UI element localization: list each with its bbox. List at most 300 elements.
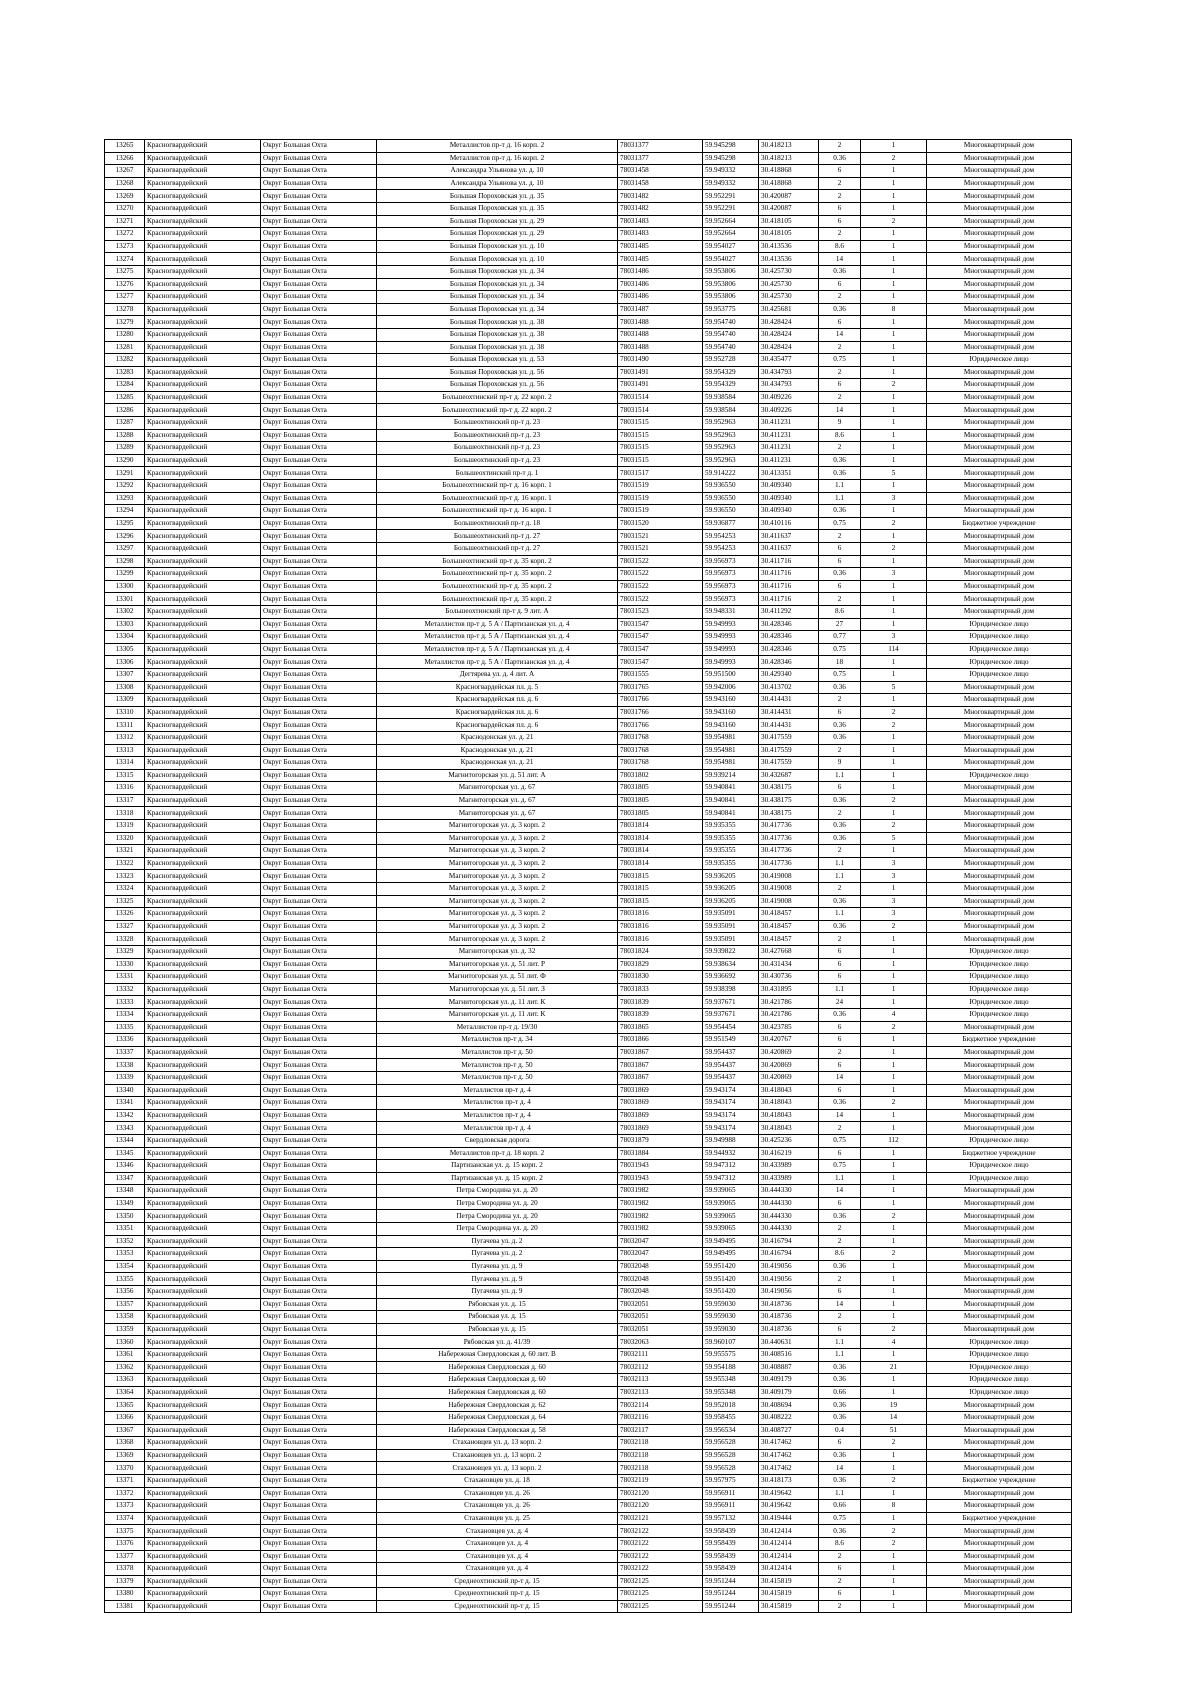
cell-longitude: 30.420767: [759, 1034, 819, 1047]
cell-address: Магнитогорская ул. д. 3 корп. 2: [377, 920, 618, 933]
cell-address: Стахановцев ул. д. 4: [377, 1563, 618, 1576]
cell-object-code: 78032063: [618, 1336, 703, 1349]
cell-owner-type: Многоквартирный дом: [927, 442, 1072, 455]
cell-longitude: 30.438175: [759, 807, 819, 820]
cell-container-count: 1: [861, 228, 927, 241]
cell-longitude: 30.416219: [759, 1147, 819, 1160]
cell-longitude: 30.417462: [759, 1449, 819, 1462]
cell-object-code: 78031523: [618, 605, 703, 618]
cell-latitude: 59.953806: [703, 278, 759, 291]
cell-municipality: Округ Большая Охта: [261, 366, 377, 379]
table-row: [105, 1537, 1072, 1550]
cell-longitude: 30.418868: [759, 177, 819, 190]
cell-municipality: Округ Большая Охта: [261, 354, 377, 367]
cell-container-count: 1: [861, 505, 927, 518]
cell-municipality: Округ Большая Охта: [261, 769, 377, 782]
cell-latitude: 59.958439: [703, 1537, 759, 1550]
cell-object-code: 78032047: [618, 1235, 703, 1248]
cell-owner-type: Многоквартирный дом: [927, 543, 1072, 556]
table-row: [105, 303, 1072, 316]
cell-municipality: Округ Большая Охта: [261, 1084, 377, 1097]
cell-municipality: Округ Большая Охта: [261, 1323, 377, 1336]
table-row: [105, 366, 1072, 379]
cell-object-code: 78032125: [618, 1575, 703, 1588]
cell-municipality: Округ Большая Охта: [261, 1424, 377, 1437]
cell-municipality: Округ Большая Охта: [261, 920, 377, 933]
cell-owner-type: Многоквартирный дом: [927, 933, 1072, 946]
cell-object-code: 78032051: [618, 1323, 703, 1336]
cell-row-id: 13273: [105, 240, 145, 253]
cell-address: Набережная Свердловская д. 60: [377, 1361, 618, 1374]
cell-address: Александра Ульянова ул. д. 10: [377, 177, 618, 190]
cell-address: Магнитогорская ул. д. 3 корп. 2: [377, 895, 618, 908]
cell-container-count: 1: [861, 316, 927, 329]
cell-container-volume: 1.1: [819, 480, 861, 493]
cell-container-volume: 0.36: [819, 454, 861, 467]
cell-district: Красногвардейский: [145, 152, 261, 165]
cell-latitude: 59.956528: [703, 1437, 759, 1450]
cell-municipality: Округ Большая Охта: [261, 391, 377, 404]
cell-district: Красногвардейский: [145, 517, 261, 530]
cell-longitude: 30.418457: [759, 920, 819, 933]
cell-longitude: 30.421786: [759, 1008, 819, 1021]
cell-longitude: 30.409226: [759, 404, 819, 417]
cell-container-count: 2: [861, 1248, 927, 1261]
cell-object-code: 78031491: [618, 379, 703, 392]
cell-container-volume: 0.66: [819, 1500, 861, 1513]
cell-longitude: 30.418736: [759, 1311, 819, 1324]
cell-district: Красногвардейский: [145, 1046, 261, 1059]
cell-container-count: 1: [861, 1550, 927, 1563]
cell-district: Красногвардейский: [145, 1147, 261, 1160]
cell-longitude: 30.418043: [759, 1122, 819, 1135]
table-row: [105, 1185, 1072, 1198]
cell-latitude: 59.952664: [703, 228, 759, 241]
cell-district: Красногвардейский: [145, 883, 261, 896]
cell-address: Стахановцев ул. д. 13 корп. 2: [377, 1462, 618, 1475]
cell-row-id: 13325: [105, 895, 145, 908]
cell-municipality: Округ Большая Охта: [261, 1260, 377, 1273]
cell-address: Партизанская ул. д. 15 корп. 2: [377, 1160, 618, 1173]
cell-address: Красногвардейская пл. д. 6: [377, 719, 618, 732]
cell-district: Красногвардейский: [145, 190, 261, 203]
cell-container-volume: 2: [819, 1273, 861, 1286]
cell-address: Пугачева ул. д. 9: [377, 1273, 618, 1286]
cell-district: Красногвардейский: [145, 668, 261, 681]
table-row: [105, 757, 1072, 770]
cell-row-id: 13319: [105, 820, 145, 833]
cell-object-code: 78031488: [618, 316, 703, 329]
cell-object-code: 78031865: [618, 1021, 703, 1034]
cell-object-code: 78031943: [618, 1160, 703, 1173]
cell-row-id: 13338: [105, 1059, 145, 1072]
cell-container-volume: 6: [819, 1323, 861, 1336]
cell-container-count: 1: [861, 530, 927, 543]
cell-latitude: 59.949993: [703, 643, 759, 656]
cell-row-id: 13381: [105, 1600, 145, 1613]
cell-municipality: Округ Большая Охта: [261, 757, 377, 770]
cell-owner-type: Многоквартирный дом: [927, 140, 1072, 153]
cell-longitude: 30.418457: [759, 933, 819, 946]
cell-owner-type: Многоквартирный дом: [927, 1273, 1072, 1286]
cell-municipality: Округ Большая Охта: [261, 946, 377, 959]
cell-container-count: 1: [861, 1575, 927, 1588]
cell-object-code: 78031522: [618, 555, 703, 568]
cell-container-volume: 0.36: [819, 1399, 861, 1412]
cell-object-code: 78032120: [618, 1487, 703, 1500]
cell-object-code: 78031766: [618, 694, 703, 707]
cell-container-volume: 14: [819, 328, 861, 341]
cell-address: Магнитогорская ул. д. 3 корп. 2: [377, 857, 618, 870]
cell-district: Красногвардейский: [145, 530, 261, 543]
cell-district: Красногвардейский: [145, 895, 261, 908]
cell-owner-type: Многоквартирный дом: [927, 1286, 1072, 1299]
cell-municipality: Округ Большая Охта: [261, 1487, 377, 1500]
cell-object-code: 78032113: [618, 1374, 703, 1387]
cell-owner-type: Многоквартирный дом: [927, 291, 1072, 304]
cell-row-id: 13296: [105, 530, 145, 543]
cell-district: Красногвардейский: [145, 555, 261, 568]
cell-latitude: 59.953775: [703, 303, 759, 316]
cell-container-volume: 2: [819, 883, 861, 896]
cell-owner-type: Многоквартирный дом: [927, 555, 1072, 568]
cell-district: Красногвардейский: [145, 1449, 261, 1462]
cell-row-id: 13329: [105, 946, 145, 959]
cell-container-count: 1: [861, 404, 927, 417]
cell-municipality: Округ Большая Охта: [261, 303, 377, 316]
cell-container-count: 1: [861, 983, 927, 996]
cell-owner-type: Юридическое лицо: [927, 996, 1072, 1009]
cell-address: Большеохтинский пр-т д. 18: [377, 517, 618, 530]
cell-latitude: 59.956528: [703, 1462, 759, 1475]
cell-row-id: 13340: [105, 1084, 145, 1097]
cell-container-volume: 6: [819, 1563, 861, 1576]
cell-container-count: 1: [861, 202, 927, 215]
table-row: [105, 1349, 1072, 1362]
cell-district: Красногвардейский: [145, 1084, 261, 1097]
cell-container-volume: 6: [819, 1588, 861, 1601]
cell-address: Большеохтинский пр-т д. 27: [377, 530, 618, 543]
cell-container-count: 1: [861, 1449, 927, 1462]
table-row: [105, 140, 1072, 153]
cell-address: Дегтярева ул. д. 4 лит. А: [377, 668, 618, 681]
cell-address: Стахановцев ул. д. 13 корп. 2: [377, 1449, 618, 1462]
cell-latitude: 59.938584: [703, 391, 759, 404]
cell-address: Большеохтинский пр-т д. 27: [377, 543, 618, 556]
cell-latitude: 59.957132: [703, 1512, 759, 1525]
cell-container-count: 3: [861, 908, 927, 921]
cell-municipality: Округ Большая Охта: [261, 1223, 377, 1236]
table-row: [105, 1449, 1072, 1462]
cell-container-volume: 0.75: [819, 1512, 861, 1525]
cell-owner-type: Многоквартирный дом: [927, 240, 1072, 253]
table-row: [105, 404, 1072, 417]
table-row: [105, 1021, 1072, 1034]
cell-address: Большеохтинский пр-т д. 22 корп. 2: [377, 391, 618, 404]
cell-container-count: 2: [861, 706, 927, 719]
cell-address: Металлистов пр-т д. 50: [377, 1071, 618, 1084]
cell-latitude: 59.954740: [703, 316, 759, 329]
cell-address: Металлистов пр-т д. 34: [377, 1034, 618, 1047]
cell-latitude: 59.936205: [703, 883, 759, 896]
cell-owner-type: Многоквартирный дом: [927, 605, 1072, 618]
cell-municipality: Округ Большая Охта: [261, 379, 377, 392]
cell-address: Металлистов пр-т д. 16 корп. 2: [377, 140, 618, 153]
cell-row-id: 13361: [105, 1349, 145, 1362]
cell-container-volume: 2: [819, 593, 861, 606]
cell-container-count: 1: [861, 1197, 927, 1210]
table-row: [105, 1071, 1072, 1084]
cell-longitude: 30.419056: [759, 1286, 819, 1299]
table-row: [105, 1336, 1072, 1349]
cell-container-count: 2: [861, 719, 927, 732]
cell-latitude: 59.947312: [703, 1160, 759, 1173]
cell-row-id: 13365: [105, 1399, 145, 1412]
cell-container-volume: 8.6: [819, 240, 861, 253]
cell-district: Красногвардейский: [145, 1537, 261, 1550]
cell-longitude: 30.419008: [759, 883, 819, 896]
cell-row-id: 13380: [105, 1588, 145, 1601]
cell-district: Красногвардейский: [145, 278, 261, 291]
cell-object-code: 78031519: [618, 505, 703, 518]
cell-longitude: 30.409179: [759, 1386, 819, 1399]
cell-municipality: Округ Большая Охта: [261, 1575, 377, 1588]
cell-district: Красногвардейский: [145, 1374, 261, 1387]
cell-object-code: 78032118: [618, 1437, 703, 1450]
cell-object-code: 78031377: [618, 140, 703, 153]
cell-container-volume: 1.1: [819, 870, 861, 883]
cell-address: Металлистов пр-т д. 4: [377, 1109, 618, 1122]
cell-object-code: 78031833: [618, 983, 703, 996]
cell-district: Красногвардейский: [145, 492, 261, 505]
cell-longitude: 30.421786: [759, 996, 819, 1009]
cell-container-volume: 6: [819, 1437, 861, 1450]
cell-district: Красногвардейский: [145, 505, 261, 518]
cell-longitude: 30.418457: [759, 908, 819, 921]
cell-row-id: 13278: [105, 303, 145, 316]
cell-row-id: 13346: [105, 1160, 145, 1173]
cell-container-count: 2: [861, 820, 927, 833]
cell-district: Красногвардейский: [145, 920, 261, 933]
cell-row-id: 13276: [105, 278, 145, 291]
cell-object-code: 78031867: [618, 1071, 703, 1084]
cell-address: Магнитогорская ул. д. 3 корп. 2: [377, 870, 618, 883]
cell-owner-type: Многоквартирный дом: [927, 820, 1072, 833]
cell-municipality: Округ Большая Охта: [261, 1185, 377, 1198]
cell-longitude: 30.433989: [759, 1172, 819, 1185]
cell-municipality: Округ Большая Охта: [261, 140, 377, 153]
cell-owner-type: Многоквартирный дом: [927, 1550, 1072, 1563]
cell-container-volume: 8.6: [819, 1537, 861, 1550]
cell-address: Магнитогорская ул. д. 51 лит. З: [377, 983, 618, 996]
cell-container-volume: 14: [819, 1298, 861, 1311]
cell-longitude: 30.419056: [759, 1260, 819, 1273]
cell-district: Красногвардейский: [145, 1008, 261, 1021]
cell-municipality: Округ Большая Охта: [261, 454, 377, 467]
cell-container-count: 2: [861, 152, 927, 165]
cell-longitude: 30.413536: [759, 253, 819, 266]
cell-owner-type: Многоквартирный дом: [927, 202, 1072, 215]
cell-object-code: 78032048: [618, 1286, 703, 1299]
cell-container-count: 1: [861, 958, 927, 971]
cell-longitude: 30.418213: [759, 152, 819, 165]
cell-address: Металлистов пр-т д. 19/30: [377, 1021, 618, 1034]
cell-container-volume: 6: [819, 316, 861, 329]
table-row: [105, 1550, 1072, 1563]
cell-container-volume: 0.66: [819, 1386, 861, 1399]
cell-address: Петра Смородина ул. д. 20: [377, 1185, 618, 1198]
cell-container-count: 21: [861, 1361, 927, 1374]
cell-container-volume: 0.75: [819, 517, 861, 530]
cell-longitude: 30.411716: [759, 580, 819, 593]
cell-district: Красногвардейский: [145, 1172, 261, 1185]
cell-longitude: 30.444330: [759, 1223, 819, 1236]
cell-address: Пугачева ул. д. 9: [377, 1260, 618, 1273]
cell-district: Красногвардейский: [145, 1349, 261, 1362]
cell-row-id: 13291: [105, 467, 145, 480]
cell-municipality: Округ Большая Охта: [261, 933, 377, 946]
cell-container-volume: 0.36: [819, 1210, 861, 1223]
cell-owner-type: Юридическое лицо: [927, 643, 1072, 656]
cell-row-id: 13364: [105, 1386, 145, 1399]
cell-municipality: Округ Большая Охта: [261, 1311, 377, 1324]
cell-container-count: 14: [861, 1411, 927, 1424]
cell-district: Красногвардейский: [145, 1424, 261, 1437]
cell-owner-type: Многоквартирный дом: [927, 593, 1072, 606]
cell-address: Большеохтинский пр-т д. 23: [377, 454, 618, 467]
cell-longitude: 30.428346: [759, 656, 819, 669]
cell-container-volume: 0.75: [819, 1134, 861, 1147]
cell-municipality: Округ Большая Охта: [261, 1122, 377, 1135]
cell-container-volume: 2: [819, 1550, 861, 1563]
cell-container-count: 1: [861, 1487, 927, 1500]
cell-owner-type: Юридическое лицо: [927, 958, 1072, 971]
cell-municipality: Округ Большая Охта: [261, 744, 377, 757]
cell-address: Среднеохтинский пр-т д. 15: [377, 1588, 618, 1601]
cell-municipality: Округ Большая Охта: [261, 1374, 377, 1387]
cell-municipality: Округ Большая Охта: [261, 895, 377, 908]
cell-container-count: 1: [861, 1122, 927, 1135]
cell-container-count: 1: [861, 480, 927, 493]
cell-row-id: 13314: [105, 757, 145, 770]
cell-container-count: 2: [861, 215, 927, 228]
cell-container-count: 1: [861, 1059, 927, 1072]
cell-container-count: 3: [861, 492, 927, 505]
cell-address: Большая Пороховская ул. д. 56: [377, 379, 618, 392]
cell-longitude: 30.417736: [759, 820, 819, 833]
cell-longitude: 30.411716: [759, 593, 819, 606]
cell-container-volume: 1.1: [819, 1487, 861, 1500]
cell-container-count: 3: [861, 895, 927, 908]
cell-longitude: 30.428424: [759, 316, 819, 329]
cell-municipality: Округ Большая Охта: [261, 870, 377, 883]
cell-latitude: 59.948331: [703, 605, 759, 618]
cell-container-count: 1: [861, 1386, 927, 1399]
cell-municipality: Округ Большая Охта: [261, 442, 377, 455]
table-row: [105, 1160, 1072, 1173]
cell-container-count: 51: [861, 1424, 927, 1437]
cell-owner-type: Бюджетное учреждение: [927, 1474, 1072, 1487]
cell-row-id: 13295: [105, 517, 145, 530]
cell-container-volume: 2: [819, 291, 861, 304]
cell-address: Петра Смородина ул. д. 20: [377, 1223, 618, 1236]
cell-district: Красногвардейский: [145, 1462, 261, 1475]
cell-address: Свердловская дорога: [377, 1134, 618, 1147]
table-row: [105, 769, 1072, 782]
table-row: [105, 1563, 1072, 1576]
cell-municipality: Округ Большая Охта: [261, 668, 377, 681]
cell-container-count: 1: [861, 1223, 927, 1236]
cell-owner-type: Многоквартирный дом: [927, 1084, 1072, 1097]
cell-row-id: 13313: [105, 744, 145, 757]
cell-municipality: Округ Большая Охта: [261, 1550, 377, 1563]
cell-container-volume: 8.6: [819, 1248, 861, 1261]
cell-container-volume: 2: [819, 1575, 861, 1588]
cell-address: Набережная Свердловская д. 60: [377, 1386, 618, 1399]
cell-object-code: 78031765: [618, 681, 703, 694]
cell-container-count: 1: [861, 177, 927, 190]
cell-row-id: 13356: [105, 1286, 145, 1299]
cell-owner-type: Многоквартирный дом: [927, 920, 1072, 933]
cell-district: Красногвардейский: [145, 719, 261, 732]
cell-longitude: 30.408727: [759, 1424, 819, 1437]
cell-longitude: 30.411231: [759, 442, 819, 455]
cell-district: Красногвардейский: [145, 1437, 261, 1450]
cell-container-count: 2: [861, 543, 927, 556]
cell-longitude: 30.412414: [759, 1537, 819, 1550]
cell-district: Красногвардейский: [145, 1109, 261, 1122]
cell-owner-type: Многоквартирный дом: [927, 1109, 1072, 1122]
cell-latitude: 59.952664: [703, 215, 759, 228]
cell-object-code: 78031514: [618, 404, 703, 417]
table-row: [105, 152, 1072, 165]
cell-container-volume: 6: [819, 215, 861, 228]
cell-longitude: 30.408694: [759, 1399, 819, 1412]
cell-object-code: 78031515: [618, 442, 703, 455]
cell-container-volume: 9: [819, 757, 861, 770]
cell-address: Набережная Свердловская д. 58: [377, 1424, 618, 1437]
table-row: [105, 379, 1072, 392]
cell-longitude: 30.411231: [759, 454, 819, 467]
cell-object-code: 78031521: [618, 543, 703, 556]
cell-longitude: 30.434793: [759, 366, 819, 379]
cell-district: Красногвардейский: [145, 870, 261, 883]
cell-owner-type: Многоквартирный дом: [927, 883, 1072, 896]
cell-longitude: 30.417462: [759, 1462, 819, 1475]
cell-municipality: Округ Большая Охта: [261, 719, 377, 732]
cell-row-id: 13359: [105, 1323, 145, 1336]
cell-municipality: Округ Большая Охта: [261, 316, 377, 329]
cell-container-count: 1: [861, 454, 927, 467]
cell-container-volume: 6: [819, 165, 861, 178]
cell-container-count: 1: [861, 278, 927, 291]
cell-municipality: Округ Большая Охта: [261, 631, 377, 644]
cell-container-count: 2: [861, 517, 927, 530]
table-row: [105, 1197, 1072, 1210]
cell-object-code: 78032047: [618, 1248, 703, 1261]
table-row: [105, 215, 1072, 228]
cell-municipality: Округ Большая Охта: [261, 1336, 377, 1349]
cell-object-code: 78031522: [618, 580, 703, 593]
cell-row-id: 13321: [105, 845, 145, 858]
cell-district: Красногвардейский: [145, 1311, 261, 1324]
cell-row-id: 13378: [105, 1563, 145, 1576]
cell-district: Красногвардейский: [145, 1336, 261, 1349]
cell-object-code: 78031521: [618, 530, 703, 543]
table-row: [105, 328, 1072, 341]
cell-longitude: 30.417559: [759, 757, 819, 770]
cell-object-code: 78032118: [618, 1449, 703, 1462]
